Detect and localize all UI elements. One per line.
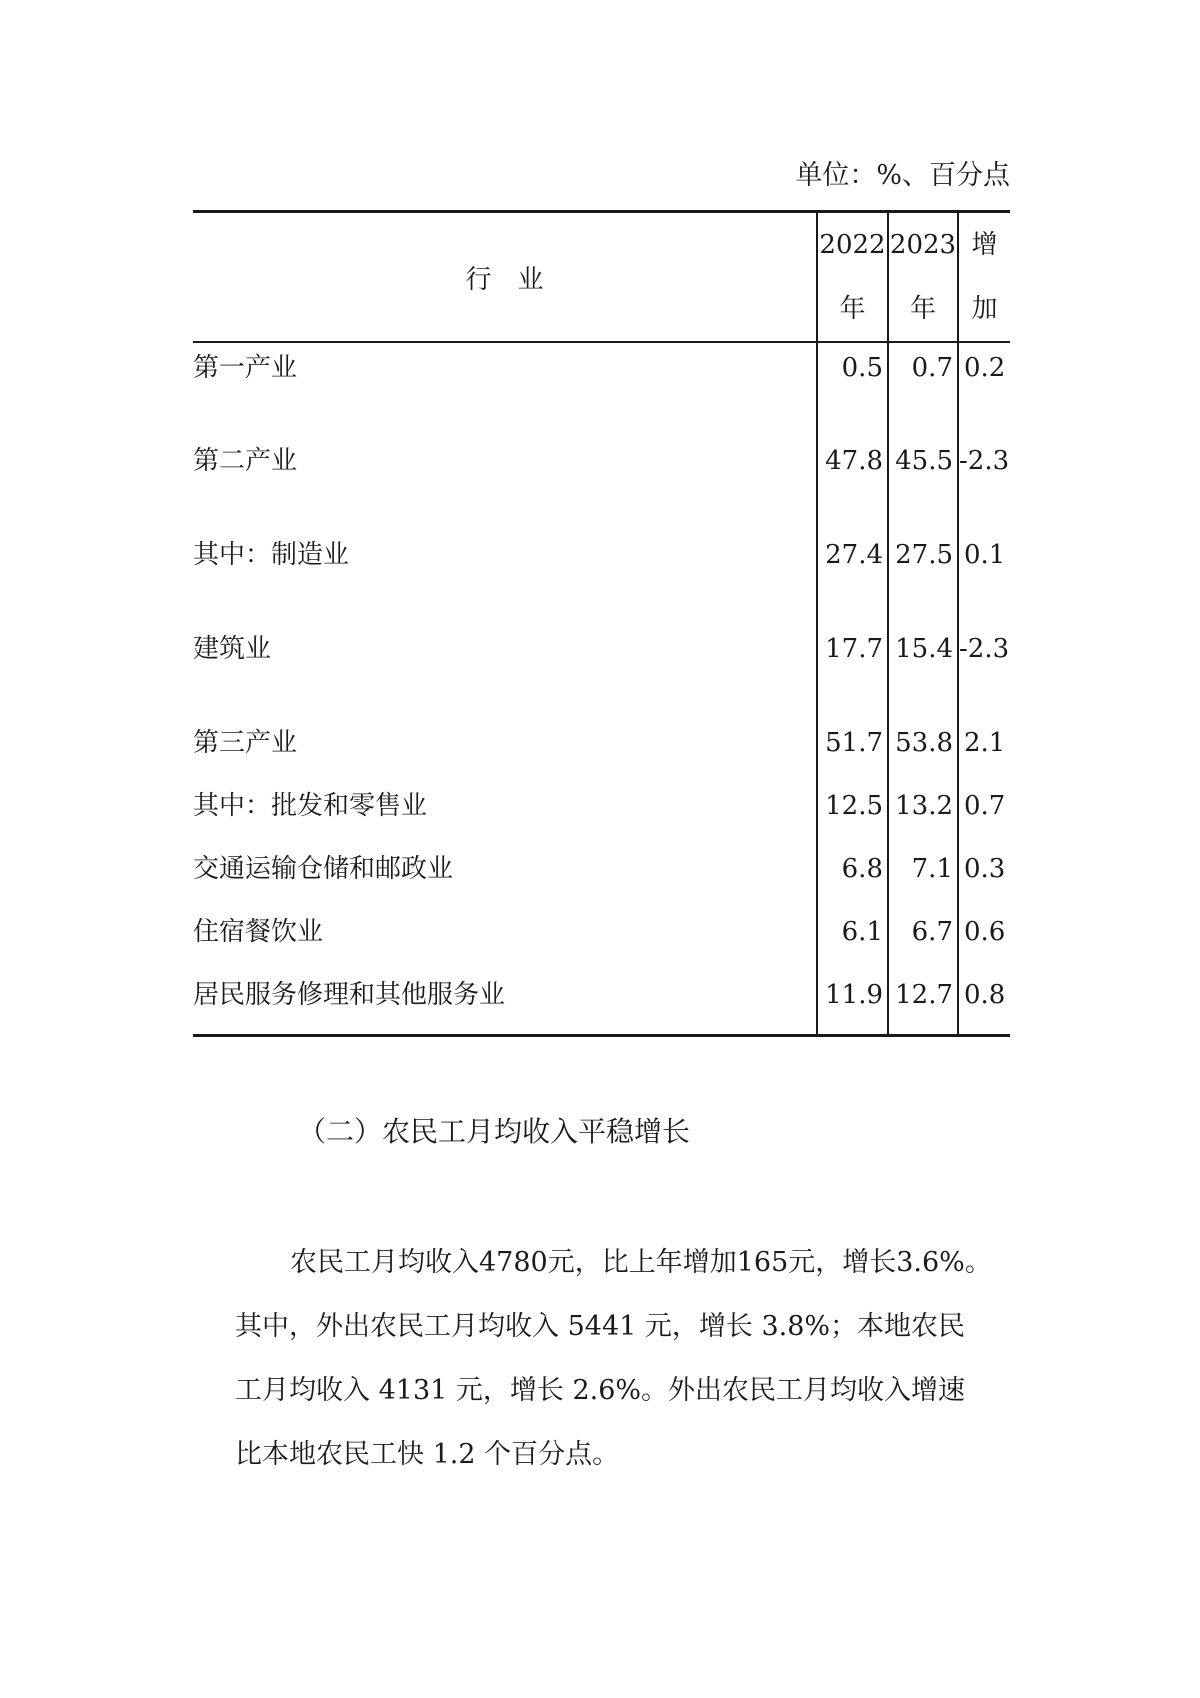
table-row bbox=[193, 718, 1010, 781]
income-paragraph bbox=[235, 1231, 992, 1487]
sub-prefix: 其中： bbox=[193, 540, 272, 570]
table-row bbox=[193, 624, 1010, 718]
value-2023: 27.5 bbox=[888, 530, 958, 624]
header-2022-year: 2022 bbox=[819, 230, 886, 260]
header-increase-top: 增 bbox=[971, 230, 998, 260]
value-increase: -2.3 bbox=[958, 436, 1010, 530]
paragraph-line: 工月均收入 4131 元，增长 2.6%。外出农民工月均收入增速 bbox=[235, 1375, 966, 1406]
value-2022: 51.7 bbox=[817, 718, 888, 781]
value-increase: 0.2 bbox=[958, 342, 1010, 436]
value-increase: 0.6 bbox=[958, 907, 1010, 970]
value-2022: 17.7 bbox=[817, 624, 888, 718]
value-increase: 0.1 bbox=[958, 530, 1010, 624]
industry-name: 第二产业 bbox=[193, 446, 298, 476]
value-increase: -2.3 bbox=[958, 624, 1010, 718]
header-2022 bbox=[817, 212, 888, 343]
header-2022-unit: 年 bbox=[839, 294, 866, 324]
section-heading: （二）农民工月均收入平稳增长 bbox=[298, 1115, 691, 1148]
value-2022: 6.8 bbox=[817, 844, 888, 907]
value-2023: 0.7 bbox=[888, 342, 958, 436]
table-row bbox=[193, 970, 1010, 1035]
industry-name: 第三产业 bbox=[193, 728, 298, 758]
value-increase: 0.3 bbox=[958, 844, 1010, 907]
value-2022: 47.8 bbox=[817, 436, 888, 530]
header-2023-year: 2023 bbox=[889, 230, 957, 260]
table-row bbox=[193, 436, 1010, 530]
paragraph-line: 其中，外出农民工月均收入 5441 元，增长 3.8%；本地农民 bbox=[235, 1311, 966, 1342]
sub-prefix: 其中： bbox=[193, 791, 272, 821]
table-row bbox=[193, 781, 1010, 844]
value-2023: 13.2 bbox=[888, 781, 958, 844]
header-industry: 行 业 bbox=[193, 212, 817, 343]
paragraph-line: 农民工月均收入4780元，比上年增加165元，增长3.6%。 bbox=[290, 1247, 992, 1278]
industry-name: 居民服务修理和其他服务业 bbox=[193, 970, 817, 1035]
header-2023-unit: 年 bbox=[909, 294, 936, 324]
industry-share-table bbox=[193, 210, 1010, 1037]
industry-name: 交通运输仓储和邮政业 bbox=[193, 854, 454, 884]
industry-name-cell bbox=[193, 781, 817, 844]
industry-name: 住宿餐饮业 bbox=[193, 917, 324, 947]
unit-label: 单位：%、百分点 bbox=[795, 160, 1010, 191]
industry-name: 建筑业 bbox=[193, 634, 272, 664]
value-increase: 0.8 bbox=[958, 970, 1010, 1035]
value-2022: 27.4 bbox=[817, 530, 888, 624]
table-row bbox=[193, 342, 1010, 436]
header-increase bbox=[958, 212, 1010, 343]
header-2023 bbox=[888, 212, 958, 343]
table-row bbox=[193, 907, 1010, 970]
value-2023: 7.1 bbox=[888, 844, 958, 907]
industry-name: 第一产业 bbox=[193, 353, 298, 383]
header-increase-bottom: 加 bbox=[971, 294, 998, 324]
table-row bbox=[193, 530, 1010, 624]
value-2023: 6.7 bbox=[888, 907, 958, 970]
industry-name: 批发和零售业 bbox=[271, 791, 428, 821]
table-row bbox=[193, 844, 1010, 907]
value-increase: 0.7 bbox=[958, 781, 1010, 844]
value-2022: 0.5 bbox=[817, 342, 888, 436]
value-increase: 2.1 bbox=[958, 718, 1010, 781]
industry-name-cell bbox=[193, 530, 817, 624]
value-2022: 6.1 bbox=[817, 907, 888, 970]
value-2023: 12.7 bbox=[888, 970, 958, 1035]
value-2023: 45.5 bbox=[888, 436, 958, 530]
table-header-row bbox=[193, 212, 1010, 343]
value-2023: 15.4 bbox=[888, 624, 958, 718]
paragraph-line: 比本地农民工快 1.2 个百分点。 bbox=[235, 1439, 620, 1470]
value-2023: 53.8 bbox=[888, 718, 958, 781]
industry-name: 制造业 bbox=[271, 540, 350, 570]
value-2022: 11.9 bbox=[817, 970, 888, 1035]
value-2022: 12.5 bbox=[817, 781, 888, 844]
